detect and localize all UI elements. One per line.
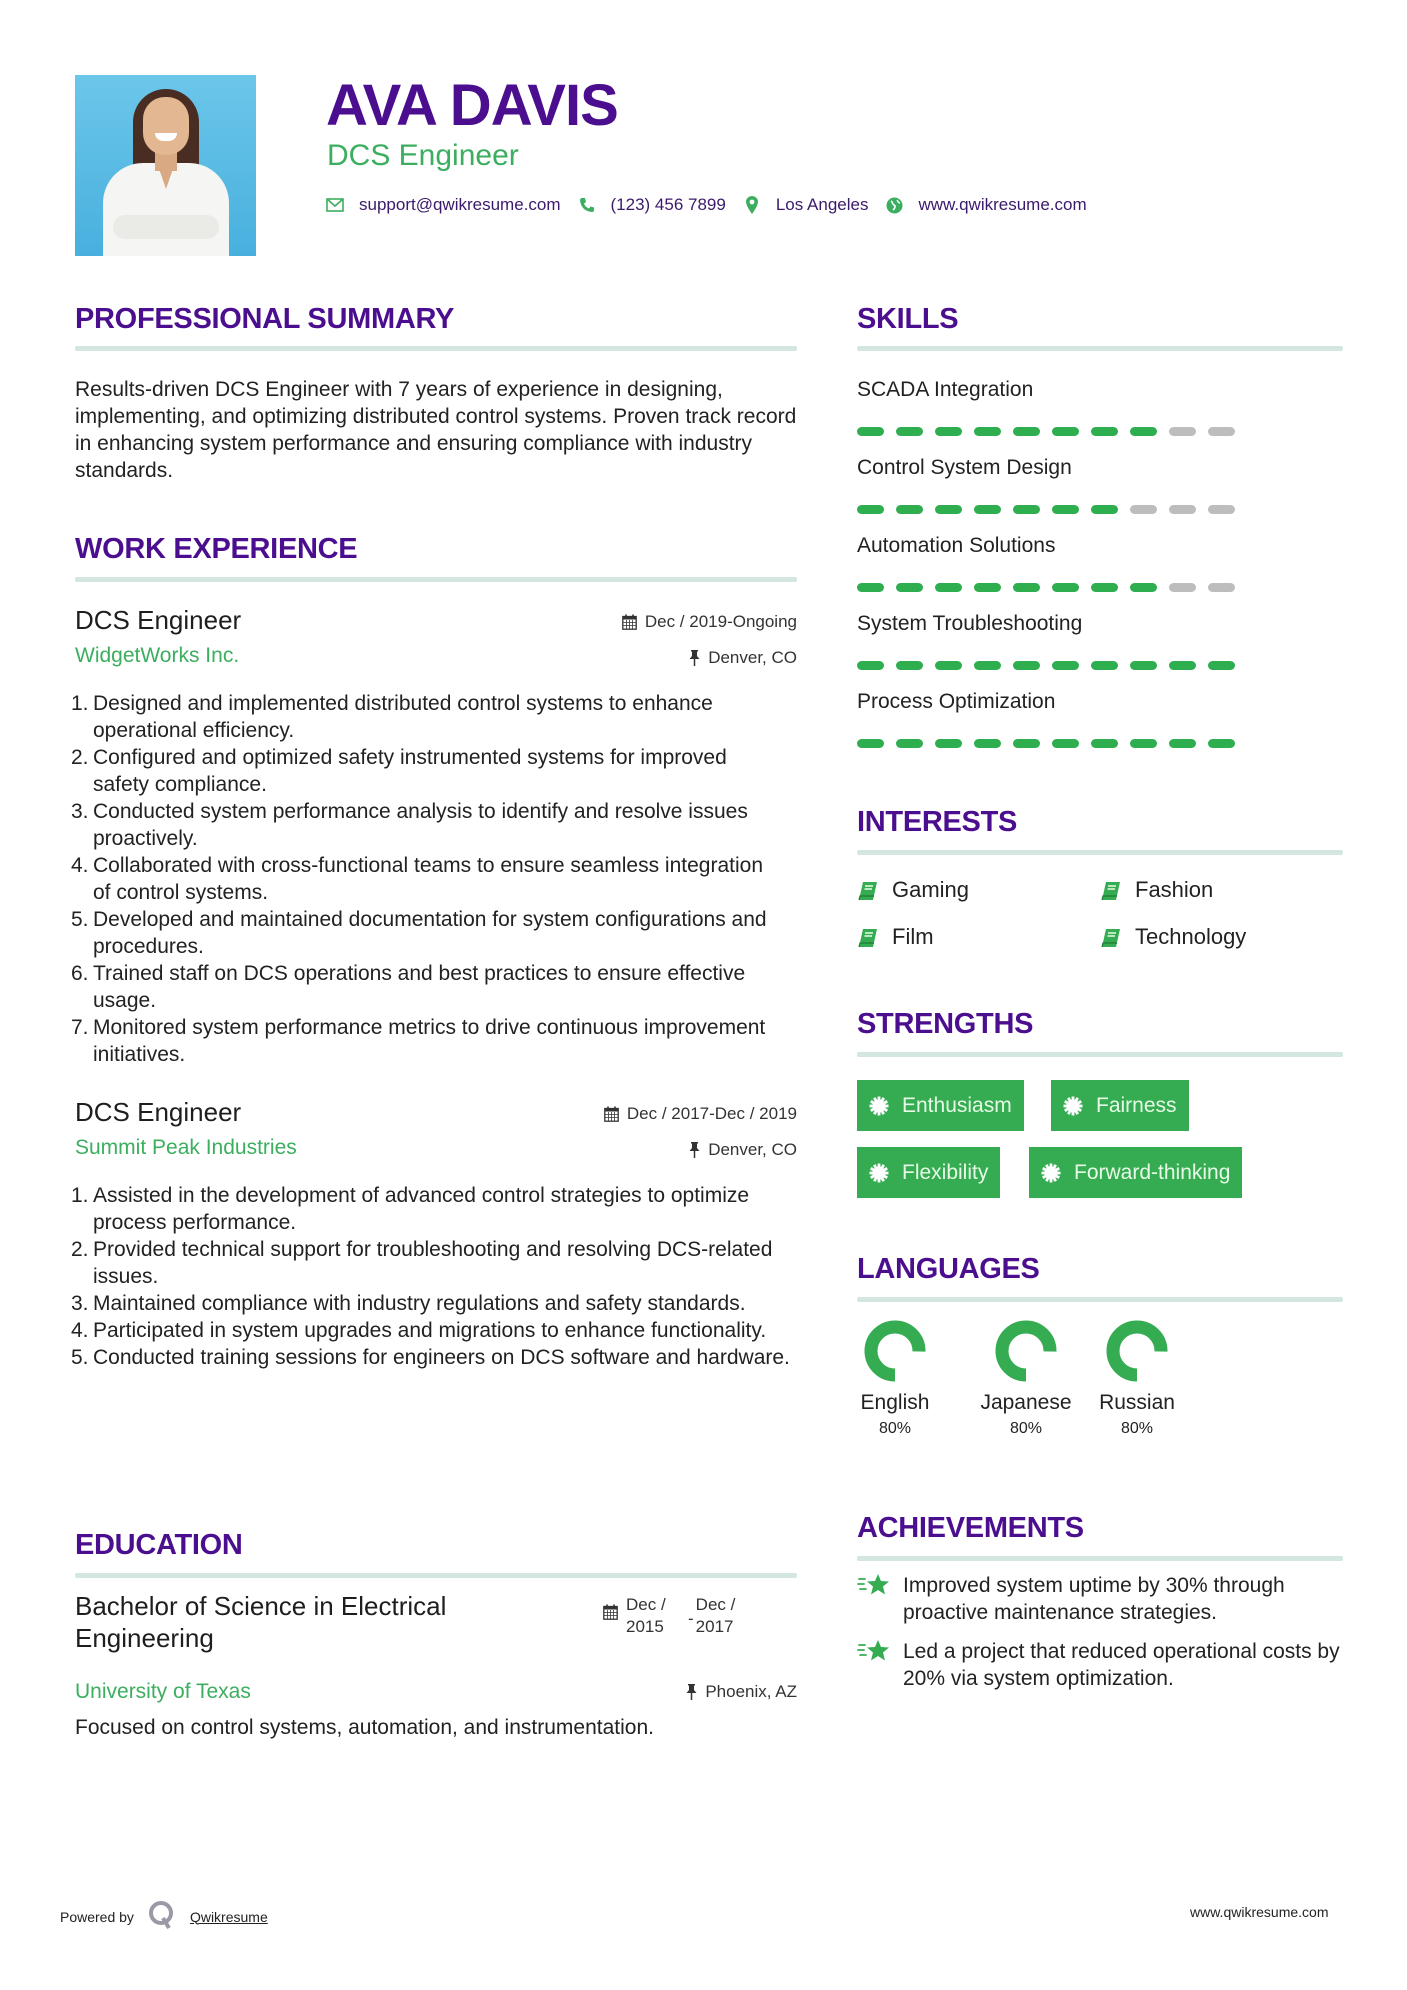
skill-dash-filled: [1091, 739, 1118, 748]
interests-list: [857, 876, 1343, 956]
strength-badge: [1051, 1080, 1189, 1131]
language-percent: 80%: [878, 1420, 912, 1437]
skill-dash-filled: [935, 505, 962, 514]
skill-dash-filled: [896, 661, 923, 670]
interest-item: [1100, 876, 1213, 904]
section-divider: [857, 1556, 1343, 1561]
skill-dash-filled: [1208, 739, 1235, 748]
book-icon: [857, 927, 879, 947]
book-icon: [1100, 880, 1122, 900]
calendar-icon: [622, 614, 637, 630]
bullet-item: 2. Configured and optimized safety instrumented systems for improved safety compliance.: [71, 746, 727, 796]
contact-phone[interactable]: [577, 193, 726, 217]
section-divider: [75, 1573, 797, 1578]
skill-dash-filled: [1013, 505, 1040, 514]
book-icon: [1100, 927, 1122, 947]
language-name: Japanese: [980, 1391, 1072, 1414]
language-name: Russian: [1099, 1391, 1175, 1414]
skill-level-meter: [857, 739, 1343, 748]
skill-dash-filled: [1013, 583, 1040, 592]
company-name: Summit Peak Industries: [75, 1136, 297, 1159]
skill-dash-filled: [1130, 661, 1157, 670]
skill-dash-filled: [1013, 427, 1040, 436]
language-item: [1097, 1320, 1177, 1440]
job-dates: Dec / 2019-Ongoing: [622, 610, 797, 634]
skill-dash-filled: [1052, 661, 1079, 670]
education-description: Focused on control systems, automation, and instrumentation.: [75, 1716, 654, 1739]
skill-dash-empty: [1169, 505, 1196, 514]
skill-dash-filled: [1052, 583, 1079, 592]
calendar-icon: [604, 1106, 619, 1122]
section-heading-interests: INTERESTS: [857, 806, 1018, 838]
strength-label: Fairness: [1096, 1093, 1177, 1117]
interest-label: Fashion: [1135, 877, 1214, 902]
interest-item: [857, 876, 969, 904]
skill-level-meter: [857, 505, 1343, 514]
school-name: University of Texas: [75, 1680, 251, 1703]
badge-icon: [1041, 1163, 1061, 1183]
skill-dash-filled: [935, 583, 962, 592]
skill-name: Control System Design: [857, 456, 1072, 479]
skill-dash-filled: [857, 505, 884, 514]
language-item: [975, 1320, 1077, 1440]
skill-dash-filled: [896, 583, 923, 592]
bullet-item: 6. Trained staff on DCS operations and best practices to ensure effective usage.: [71, 962, 746, 1012]
education-start: Dec / 2015: [626, 1595, 666, 1636]
contact-location: [742, 193, 869, 217]
skill-dash-filled: [857, 583, 884, 592]
skill-dash-filled: [896, 505, 923, 514]
footer-powered-by: Powered by Qwikresume: [60, 1900, 268, 1933]
section-heading-achievements: ACHIEVEMENTS: [857, 1512, 1084, 1544]
skill-dash-filled: [1091, 505, 1118, 514]
badge-icon: [1063, 1096, 1083, 1116]
skill-dash-filled: [935, 427, 962, 436]
strength-label: Enthusiasm: [902, 1093, 1012, 1117]
job-bullets: [71, 690, 780, 1068]
section-divider: [75, 577, 797, 582]
strength-badge: [1029, 1147, 1242, 1198]
skill-item: [857, 610, 1343, 688]
skill-dash-empty: [1130, 505, 1157, 514]
summary-text: Results-driven DCS Engineer with 7 years of experience in designing, implementing, and optimizing distributed control systems. Proven track record in enhancing system performance and ensuring compliance with industry standards.: [75, 378, 797, 482]
section-divider: [857, 1052, 1343, 1057]
badge-icon: [869, 1163, 889, 1183]
skill-name: System Troubleshooting: [857, 612, 1083, 635]
degree-title: Bachelor of Science in Electrical Engineering: [75, 1591, 447, 1653]
location-text: Los Angeles: [775, 195, 869, 214]
skill-dash-filled: [974, 427, 1001, 436]
skill-dash-filled: [1091, 661, 1118, 670]
skill-dash-filled: [935, 661, 962, 670]
contact-email[interactable]: [325, 193, 561, 217]
skill-dash-filled: [896, 739, 923, 748]
language-progress-ring: [995, 1320, 1057, 1382]
job-title: DCS Engineer: [75, 1097, 242, 1127]
achievement-text: Led a project that reduced operational costs by 20% via system optimization.: [903, 1640, 1340, 1690]
star-icon: [857, 1572, 891, 1598]
candidate-title: DCS Engineer: [327, 139, 519, 172]
qwikresume-link[interactable]: Qwikresume: [189, 1908, 268, 1925]
job-entry: [71, 604, 797, 1068]
job-entry: [71, 1096, 797, 1371]
skill-level-meter: [857, 583, 1343, 592]
skill-name: Automation Solutions: [857, 534, 1056, 557]
skill-dash-filled: [974, 505, 1001, 514]
section-heading-skills: SKILLS: [857, 303, 959, 335]
interest-label: Film: [892, 924, 934, 949]
achievement-item: [857, 1572, 1343, 1626]
phone-icon: [577, 195, 597, 215]
language-percent: 80%: [1009, 1420, 1043, 1437]
book-icon: [857, 880, 879, 900]
skill-name: Process Optimization: [857, 690, 1056, 713]
section-heading-strengths: STRENGTHS: [857, 1008, 1034, 1040]
skill-dash-filled: [935, 739, 962, 748]
skill-dash-empty: [1169, 583, 1196, 592]
skill-dash-filled: [1130, 739, 1157, 748]
skill-dash-filled: [1052, 739, 1079, 748]
bullet-item: 4. Collaborated with cross-functional teams to ensure seamless integration of control systems.: [71, 854, 764, 904]
interest-item: [857, 923, 934, 951]
strength-badge: [857, 1080, 1024, 1131]
skill-dash-empty: [1169, 427, 1196, 436]
achievement-text: Improved system uptime by 30% through proactive maintenance strategies.: [903, 1574, 1285, 1624]
skill-level-meter: [857, 427, 1343, 436]
skill-item: [857, 376, 1343, 454]
skill-item: [857, 688, 1343, 766]
bullet-item: 3. Maintained compliance with industry regulations and safety standards.: [71, 1292, 746, 1315]
skill-item: [857, 532, 1343, 610]
contact-bar: [325, 193, 1103, 217]
skill-dash-filled: [1091, 583, 1118, 592]
phone-text: (123) 456 7899: [610, 195, 726, 214]
strengths-list: [857, 1080, 1343, 1200]
profile-photo: [75, 75, 256, 256]
section-divider: [857, 1297, 1343, 1302]
bullet-item: 1. Assisted in the development of advanced control strategies to optimize process performance.: [71, 1184, 750, 1234]
skill-dash-empty: [1208, 583, 1235, 592]
strength-label: Forward-thinking: [1074, 1160, 1231, 1184]
skill-dash-filled: [974, 739, 1001, 748]
job-dates: Dec / 2017-Dec / 2019: [604, 1102, 797, 1126]
pushpin-icon: [689, 650, 700, 666]
badge-icon: [869, 1096, 889, 1116]
skill-dash-filled: [896, 427, 923, 436]
pushpin-icon: [689, 1142, 700, 1158]
language-item: [857, 1320, 933, 1440]
skill-dash-empty: [1208, 427, 1235, 436]
skill-dash-filled: [1130, 583, 1157, 592]
bullet-item: 4. Participated in system upgrades and migrations to enhance functionality.: [71, 1319, 767, 1342]
job-bullets: [71, 1182, 797, 1371]
education-entry: [75, 1590, 797, 1740]
language-name: English: [860, 1391, 930, 1414]
skill-name: SCADA Integration: [857, 378, 1034, 401]
bullet-item: 5. Conducted training sessions for engineers on DCS software and hardware.: [71, 1346, 790, 1369]
star-icon: [857, 1638, 891, 1664]
bullet-item: 5. Developed and maintained documentation for system configurations and procedures.: [71, 908, 767, 958]
pushpin-icon: [686, 1684, 697, 1700]
skill-dash-filled: [974, 661, 1001, 670]
skill-dash-filled: [1169, 739, 1196, 748]
section-divider: [857, 346, 1343, 351]
section-divider: [857, 850, 1343, 855]
skill-dash-empty: [1208, 505, 1235, 514]
language-progress-ring: [864, 1320, 926, 1382]
interest-item: [1100, 923, 1246, 951]
bullet-item: 7. Monitored system performance metrics to drive continuous improvement initiatives.: [71, 1016, 766, 1066]
section-heading-summary: PROFESSIONAL SUMMARY: [75, 303, 455, 335]
footer-website[interactable]: www.qwikresume.com: [1190, 1904, 1329, 1920]
skill-dash-filled: [1052, 505, 1079, 514]
education-dates: Dec / 2015 - Dec / 2017: [603, 1594, 748, 1638]
skill-dash-filled: [1169, 661, 1196, 670]
section-heading-education: EDUCATION: [75, 1529, 243, 1561]
section-divider: [75, 346, 797, 351]
qwikresume-logo-icon: [148, 1900, 176, 1933]
strength-badge: [857, 1147, 1000, 1198]
job-title: DCS Engineer: [75, 605, 242, 635]
bullet-item: 2. Provided technical support for troubleshooting and resolving DCS-related issues.: [71, 1238, 773, 1288]
languages-list: [857, 1320, 1343, 1460]
section-heading-experience: WORK EXPERIENCE: [75, 533, 358, 565]
skill-dash-filled: [857, 427, 884, 436]
education-end: Dec / 2017: [695, 1595, 736, 1636]
strength-label: Flexibility: [902, 1160, 989, 1184]
envelope-icon: [325, 195, 345, 215]
email-text: support@qwikresume.com: [359, 195, 561, 214]
contact-website[interactable]: [884, 193, 1086, 217]
website-text: www.qwikresume.com: [918, 195, 1087, 214]
skill-dash-filled: [1013, 661, 1040, 670]
language-progress-ring: [1106, 1320, 1168, 1382]
candidate-name: AVA DAVIS: [326, 73, 618, 138]
interest-label: Technology: [1135, 924, 1247, 949]
skill-dash-filled: [857, 661, 884, 670]
bullet-item: 1. Designed and implemented distributed control systems to enhance operational efficiency.: [71, 692, 713, 742]
achievement-item: [857, 1638, 1343, 1692]
education-location: Phoenix, AZ: [686, 1680, 797, 1704]
skill-dash-filled: [1130, 427, 1157, 436]
job-location: Denver, CO: [689, 646, 797, 670]
skill-dash-filled: [974, 583, 1001, 592]
skill-dash-filled: [1013, 739, 1040, 748]
skill-dash-filled: [857, 739, 884, 748]
globe-icon: [884, 195, 904, 215]
job-location: Denver, CO: [689, 1138, 797, 1162]
skill-level-meter: [857, 661, 1343, 670]
language-percent: 80%: [1120, 1420, 1154, 1437]
bullet-item: 3. Conducted system performance analysis to identify and resolve issues proactively.: [71, 800, 748, 850]
skill-item: [857, 454, 1343, 532]
skills-list: [857, 376, 1343, 766]
skill-dash-filled: [1208, 661, 1235, 670]
interest-label: Gaming: [892, 877, 970, 902]
skill-dash-filled: [1052, 427, 1079, 436]
map-pin-icon: [742, 195, 762, 215]
section-heading-languages: LANGUAGES: [857, 1253, 1040, 1285]
calendar-icon: [603, 1604, 618, 1626]
company-name: WidgetWorks Inc.: [75, 644, 240, 667]
achievements-list: [857, 1572, 1343, 1704]
skill-dash-filled: [1091, 427, 1118, 436]
